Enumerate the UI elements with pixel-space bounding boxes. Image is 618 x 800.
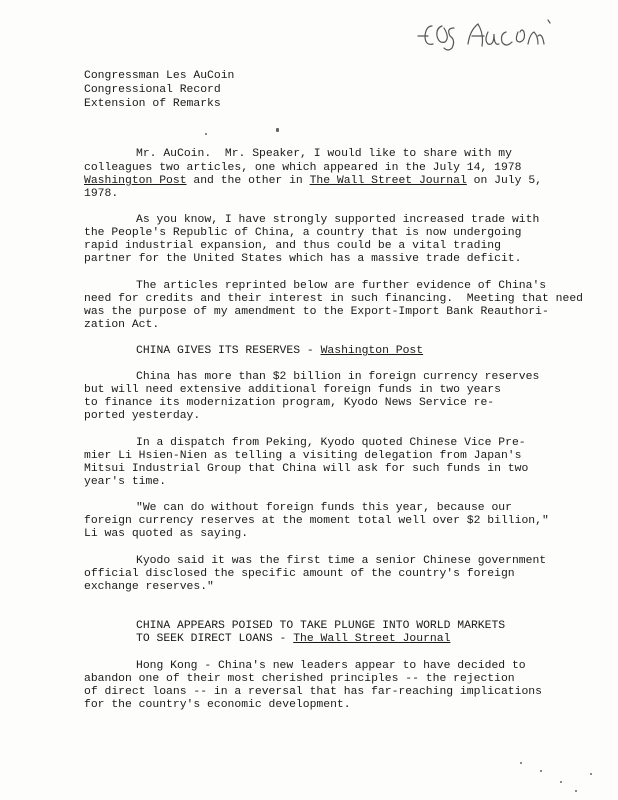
p3-line-4: zation Act. bbox=[84, 319, 160, 331]
p8-line-1: Hong Kong - China's new leaders appear to have decided to bbox=[136, 660, 526, 672]
handwritten-signature bbox=[414, 14, 589, 58]
p6-line-1: "We can do without foreign funds this year, because our bbox=[136, 502, 512, 514]
p5-line-2: mier Li Hsien-Nien as telling a visiting delegation from Japan's bbox=[84, 450, 522, 462]
heading-1-text: CHINA GIVES ITS RESERVES - bbox=[136, 345, 321, 357]
heading-2-line-2 bbox=[136, 633, 450, 646]
header-line-2: Congressional Record bbox=[84, 84, 221, 96]
scan-speck bbox=[520, 762, 522, 764]
p4-line-4: ported yesterday. bbox=[84, 410, 201, 422]
header-line-3: Extension of Remarks bbox=[84, 98, 221, 110]
scan-speck bbox=[590, 773, 592, 775]
heading-1 bbox=[136, 345, 423, 358]
scan-speck bbox=[540, 770, 542, 772]
p5-line-1: In a dispatch from Peking, Kyodo quoted Chinese Vice Pre- bbox=[136, 437, 526, 449]
heading-2-line-1: CHINA APPEARS POISED TO TAKE PLUNGE INTO WORLD MARKETS bbox=[136, 620, 506, 632]
p1-line-3-end: on July 5, bbox=[466, 175, 543, 187]
heading-1-source: Washington Post bbox=[320, 345, 424, 357]
p8-line-4: for the country's economic development. bbox=[84, 699, 351, 711]
wsj-title: The Wall Street Journal bbox=[309, 175, 467, 187]
p2-line-4: partner for the United States which has a massive trade deficit. bbox=[84, 253, 522, 265]
scan-speck bbox=[575, 790, 577, 792]
p4-line-1: China has more than $2 billion in foreign currency reserves bbox=[136, 371, 540, 383]
scan-speck bbox=[205, 133, 207, 135]
p4-line-3: to finance its modernization program, Kyodo News Service re- bbox=[84, 397, 495, 409]
p6-line-2: foreign currency reserves at the moment total well over $2 billion," bbox=[84, 515, 549, 527]
p7-line-3: exchange reserves." bbox=[84, 581, 214, 593]
p1-line-2: colleagues two articles, one which appeared in the July 14, 1978 bbox=[84, 162, 522, 174]
p3-line-1: The articles reprinted below are further evidence of China's bbox=[136, 280, 547, 292]
p5-line-3: Mitsui Industrial Group that China will ask for such funds in two bbox=[84, 463, 529, 475]
p3-line-2: need for credits and their interest in such financing. Meeting that need bbox=[84, 293, 583, 305]
washington-post-title: Washington Post bbox=[84, 175, 187, 187]
p7-line-2: official disclosed the specific amount of the country's foreign bbox=[84, 568, 515, 580]
p8-line-2: abandon one of their most cherished principles -- the rejection bbox=[84, 673, 515, 685]
p1-line-3-text: and the other in bbox=[186, 175, 310, 187]
p2-line-3: rapid industrial expansion, and thus could be a vital trading bbox=[84, 240, 501, 252]
p1-line-4: 1978. bbox=[84, 188, 119, 200]
p6-line-3: Li was quoted as saying. bbox=[84, 528, 249, 540]
p7-line-1: Kyodo said it was the first time a senior Chinese government bbox=[136, 555, 547, 567]
p5-line-4: year's time. bbox=[84, 476, 167, 488]
heading-2-text: TO SEEK DIRECT LOANS - bbox=[136, 633, 294, 645]
p1-line-3 bbox=[84, 175, 542, 188]
scan-speck bbox=[560, 781, 562, 783]
p4-line-2: but will need extensive additional foreign funds in two years bbox=[84, 384, 501, 396]
p2-line-2: the People's Republic of China, a country that is now undergoing bbox=[84, 227, 522, 239]
p1-line-1: Mr. AuCoin. Mr. Speaker, I would like to share with my bbox=[136, 148, 512, 160]
p3-line-3: was the purpose of my amendment to the Export-Import Bank Reauthori- bbox=[84, 306, 549, 318]
header-line-1: Congressman Les AuCoin bbox=[84, 70, 235, 82]
p2-line-1: As you know, I have strongly supported increased trade with bbox=[136, 214, 540, 226]
heading-2-source: The Wall Street Journal bbox=[293, 633, 451, 645]
scan-speck bbox=[276, 128, 279, 132]
p8-line-3: of direct loans -- in a reversal that has far-reaching implications bbox=[84, 686, 542, 698]
